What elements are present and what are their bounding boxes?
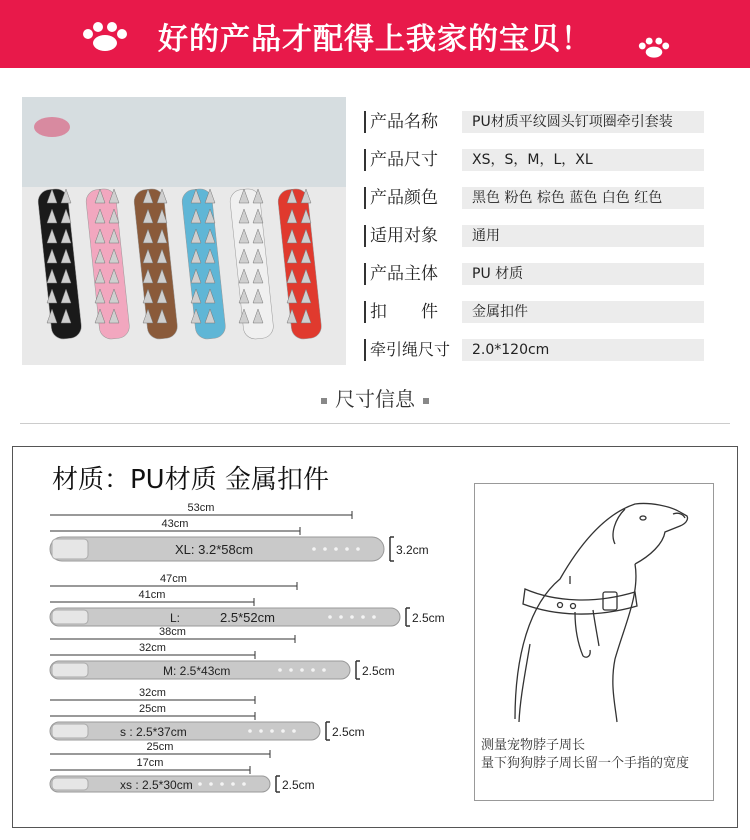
collar-hole — [270, 729, 274, 733]
size-label: s : 2.5*37cm — [120, 725, 187, 739]
spec-key: 扣 件 — [364, 301, 466, 323]
banner-title: 好的产品才配得上我家的宝贝！ — [158, 22, 592, 57]
collar-hole — [220, 782, 224, 786]
width-label: 2.5cm — [412, 611, 445, 625]
spec-key: 产品主体 — [364, 263, 466, 285]
dog-caption-note: 量下狗狗脖子周长留一个手指的宽度 — [481, 756, 690, 771]
inner-length-label: 25cm — [139, 703, 166, 715]
collar-hole — [345, 547, 349, 551]
spec-value: XS，S，M，L，XL — [462, 149, 704, 171]
collar-hole — [242, 782, 246, 786]
spec-value: PU材质平纹圆头钉项圈牵引套装 — [462, 111, 704, 133]
collar-hole — [328, 615, 332, 619]
size-label: XL: 3.2*58cm — [175, 542, 254, 557]
collar-hole — [350, 615, 354, 619]
collar-hole — [356, 547, 360, 551]
width-label: 2.5cm — [332, 725, 365, 739]
collar-buckle — [52, 610, 88, 624]
collar-hole — [361, 615, 365, 619]
spec-key: 适用对象 — [364, 225, 466, 247]
spec-key: 牵引绳尺寸 — [364, 339, 468, 361]
collar-buckle — [52, 724, 88, 738]
collar-hole — [312, 547, 316, 551]
collar-hole — [289, 668, 293, 672]
outer-length-label: 25cm — [146, 741, 174, 753]
collar-hole — [198, 782, 202, 786]
collar-hole — [334, 547, 338, 551]
collar-hole — [248, 729, 252, 733]
outer-length-label: 53cm — [187, 502, 215, 514]
collar-hole — [300, 668, 304, 672]
outer-length-label: 32cm — [139, 687, 166, 699]
collar-hole — [311, 668, 315, 672]
spec-value: 金属扣件 — [462, 301, 704, 323]
width-label: 2.5cm — [282, 778, 315, 792]
material-heading: 材质：PU材质 金属扣件 — [52, 465, 329, 495]
spec-key: 产品颜色 — [364, 187, 466, 209]
collar-buckle — [52, 539, 88, 559]
inner-length-label: 41cm — [138, 589, 166, 601]
collar-buckle — [52, 663, 88, 677]
collar-hole — [323, 547, 327, 551]
width-label: 2.5cm — [362, 664, 395, 678]
collar-hole — [209, 782, 213, 786]
spec-value: PU 材质 — [462, 263, 704, 285]
inner-length-label: 17cm — [136, 757, 164, 769]
inner-length-label: 43cm — [161, 518, 189, 530]
spec-value: 黑色 粉色 棕色 蓝色 白色 红色 — [462, 187, 704, 209]
outer-length-label: 38cm — [159, 626, 186, 638]
spec-value: 通用 — [462, 225, 704, 247]
collar-hole — [259, 729, 263, 733]
collar-buckle — [52, 778, 88, 790]
spec-value: 2.0*120cm — [462, 339, 704, 361]
collar-hole — [372, 615, 376, 619]
width-label: 3.2cm — [396, 543, 429, 557]
section-title-text: 尺寸信息 — [335, 387, 415, 411]
size-label: L: — [170, 611, 181, 625]
collar-hole — [292, 729, 296, 733]
collar-hole — [322, 668, 326, 672]
collar-hole — [281, 729, 285, 733]
inner-length-label: 32cm — [139, 642, 166, 654]
size-label: xs : 2.5*30cm — [120, 778, 193, 792]
spec-key: 产品尺寸 — [364, 149, 466, 171]
outer-length-label: 47cm — [160, 573, 187, 585]
dog-illustration — [475, 484, 713, 724]
size-label: M: 2.5*43cm — [163, 664, 231, 678]
dog-measure-panel — [474, 483, 714, 801]
collar-hole — [231, 782, 235, 786]
spec-key: 产品名称 — [364, 111, 466, 133]
dog-caption-title: 测量宠物脖子周长 — [481, 738, 586, 753]
size-label: 2.5*52cm — [220, 610, 275, 625]
collar-hole — [339, 615, 343, 619]
collar-hole — [278, 668, 282, 672]
